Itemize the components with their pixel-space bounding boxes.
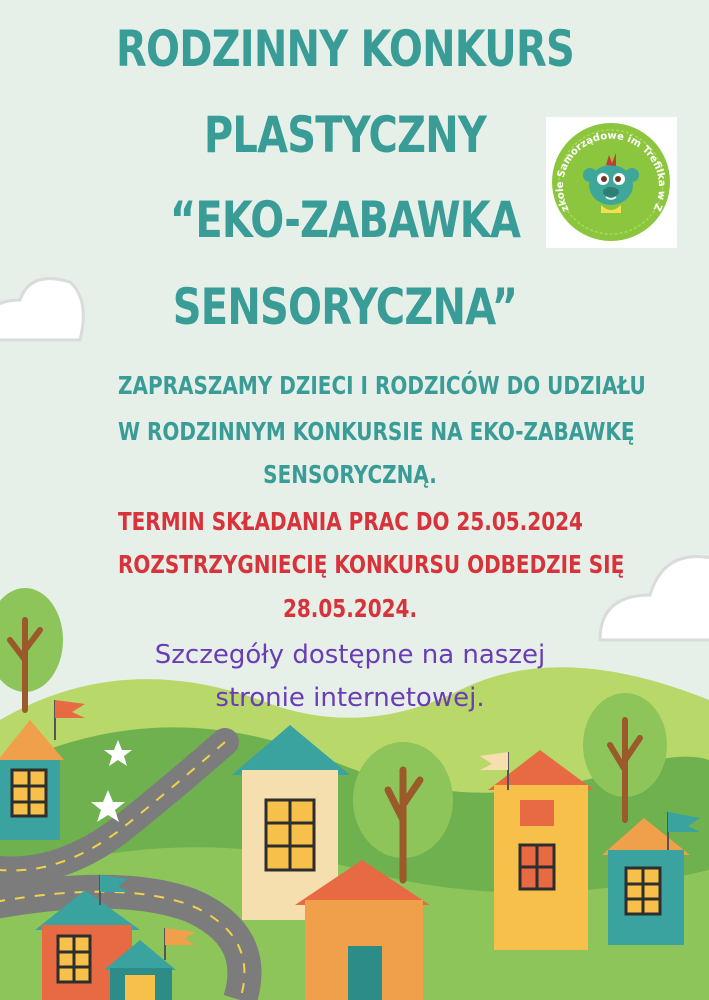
title-line-3: “EKO-ZABAWKA: [169, 191, 521, 249]
title-line-2: PLASTYCZNY: [203, 106, 487, 164]
tree-left: [0, 588, 63, 710]
title-line-4: SENSORYCZNA”: [172, 278, 518, 336]
title-line-1: RODZINNY KONKURS: [115, 20, 575, 78]
cloud-left: [0, 279, 83, 340]
deadline-line-1: TERMIN SKŁADANIA PRAC DO 25.05.2024: [118, 507, 583, 536]
details-line-2: stronie internetowej.: [215, 683, 485, 713]
invite-line-2: W RODZINNYM KONKURSIE NA EKO-ZABAWKĘ: [118, 417, 635, 446]
deadline-line-2: ROZSTRZYGNIECIĘ KONKURSU ODBEDZIE SIĘ: [118, 550, 625, 579]
invite-line-3: SENSORYCZNĄ.: [263, 460, 437, 489]
invite-line-1: ZAPRASZAMY DZIECI I RODZICÓW DO UDZIAŁU: [118, 371, 646, 400]
logo-text: zkole Samorządowe im Trefilka w Z: [554, 130, 668, 214]
kindergarten-logo: [546, 117, 677, 248]
deadline-line-3: 28.05.2024.: [282, 594, 418, 623]
details-line-1: Szczegóły dostępne na naszej: [154, 640, 546, 670]
